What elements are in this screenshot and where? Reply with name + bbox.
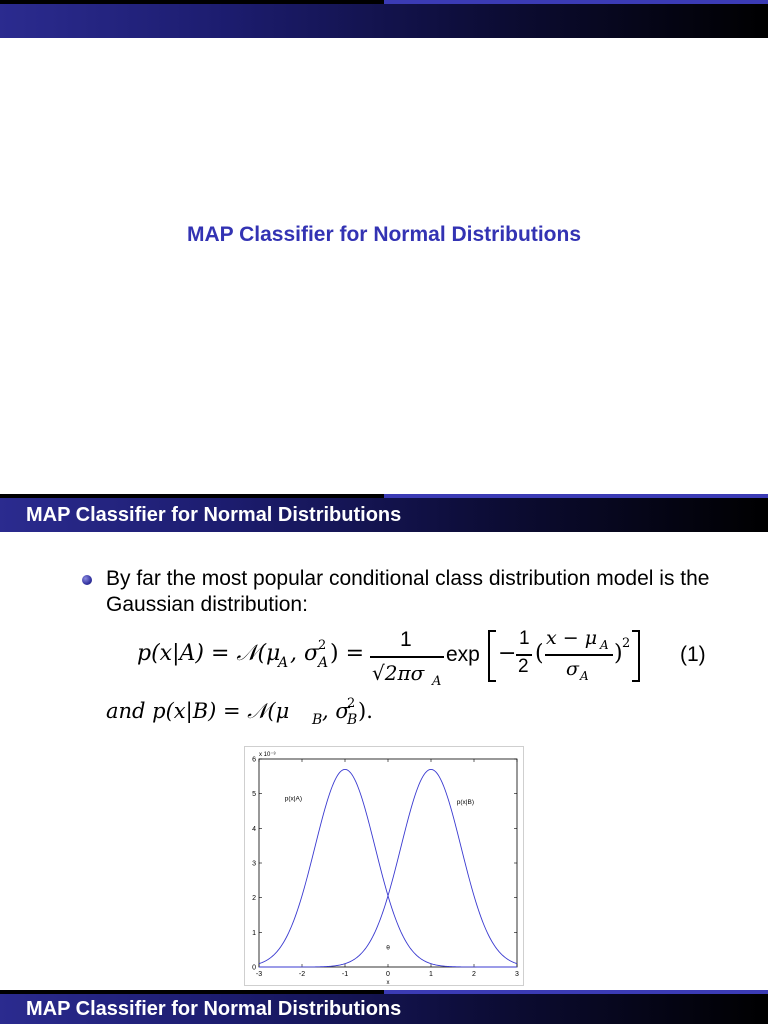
y-tick-label: 2 bbox=[252, 895, 256, 903]
and-comma-sigma: , σ bbox=[322, 699, 350, 723]
annotation-label: p(x|B) bbox=[456, 799, 475, 807]
eq-frac-line-1 bbox=[370, 656, 444, 658]
eq-inner-num: x − μ bbox=[546, 627, 598, 649]
plot-axes-box bbox=[259, 759, 517, 967]
and-prefix: and p(x|B) = 𝒩(μ bbox=[106, 699, 290, 723]
y-tick-label: 4 bbox=[252, 825, 256, 833]
x-tick-label: -3 bbox=[255, 971, 263, 978]
x-tick-label: -1 bbox=[341, 971, 349, 978]
and-sub-b-2: B bbox=[347, 712, 358, 728]
gaussian-plot bbox=[244, 746, 524, 986]
slide2-header-title: MAP Classifier for Normal Distributions bbox=[26, 504, 402, 526]
y-tick-label: 6 bbox=[252, 756, 256, 764]
eq-close-eq: ) = bbox=[330, 641, 365, 666]
x-tick-label: 0 bbox=[386, 971, 390, 978]
eq-den-sub-a: A bbox=[432, 674, 442, 689]
eq-inner-den-sub: A bbox=[580, 669, 589, 683]
eq-half-den: 2 bbox=[518, 656, 529, 677]
x-tick-label: 1 bbox=[429, 971, 433, 978]
top-header-bar bbox=[0, 4, 768, 38]
gaussian-plot-svg bbox=[245, 747, 525, 987]
eq-lhs: p(x|A) = 𝒩(μ bbox=[137, 641, 281, 666]
x-tick-label: -2 bbox=[298, 971, 306, 978]
eq-inner-den: σ bbox=[566, 658, 579, 680]
eq-num-one: 1 bbox=[400, 628, 412, 651]
bullet-icon bbox=[82, 575, 92, 585]
y-tick-label: 3 bbox=[252, 860, 256, 868]
y-scale-label: x 10⁻³ bbox=[259, 752, 276, 758]
eq-number: (1) bbox=[680, 643, 706, 666]
eq-minus: − bbox=[498, 641, 517, 666]
eq-sub-a-2: A bbox=[318, 655, 329, 671]
eq-close-sq-sup: 2 bbox=[622, 636, 631, 651]
eq-inner-num-sub: A bbox=[600, 638, 609, 652]
annotation-label: p(x|A) bbox=[284, 795, 303, 803]
annotation-label: θ bbox=[386, 944, 390, 952]
eq-close-sq: ) bbox=[614, 641, 623, 666]
eq-den-sqrt: √2πσ bbox=[372, 661, 425, 685]
eq-right-bracket bbox=[632, 630, 640, 682]
bullet-text: By far the most popular conditional class distribution model is the Gaussian distribution: bbox=[106, 567, 710, 616]
and-sub-b: B bbox=[312, 712, 323, 728]
eq-exp: exp bbox=[446, 643, 480, 666]
and-suffix: ). bbox=[358, 699, 373, 723]
slide-title: MAP Classifier for Normal Distributions bbox=[186, 223, 582, 246]
eq-half-num: 1 bbox=[519, 628, 530, 649]
eq-frac-line-inner bbox=[545, 654, 613, 656]
slide3-header-title: MAP Classifier for Normal Distributions bbox=[26, 998, 402, 1020]
eq-sub-a: A bbox=[278, 655, 289, 671]
y-tick-label: 0 bbox=[252, 964, 256, 972]
eq-sup-2: 2 bbox=[318, 638, 327, 653]
x-tick-label: 2 bbox=[472, 971, 476, 978]
y-tick-label: 5 bbox=[252, 791, 256, 799]
eq-comma-sigma: , σ bbox=[290, 641, 320, 666]
x-axis-label: x bbox=[386, 980, 390, 986]
eq-left-bracket bbox=[488, 630, 496, 682]
and-sup-2: 2 bbox=[347, 696, 356, 711]
eq-open-paren: ( bbox=[535, 641, 544, 666]
x-tick-label: 3 bbox=[515, 971, 519, 978]
y-tick-label: 1 bbox=[252, 929, 256, 937]
